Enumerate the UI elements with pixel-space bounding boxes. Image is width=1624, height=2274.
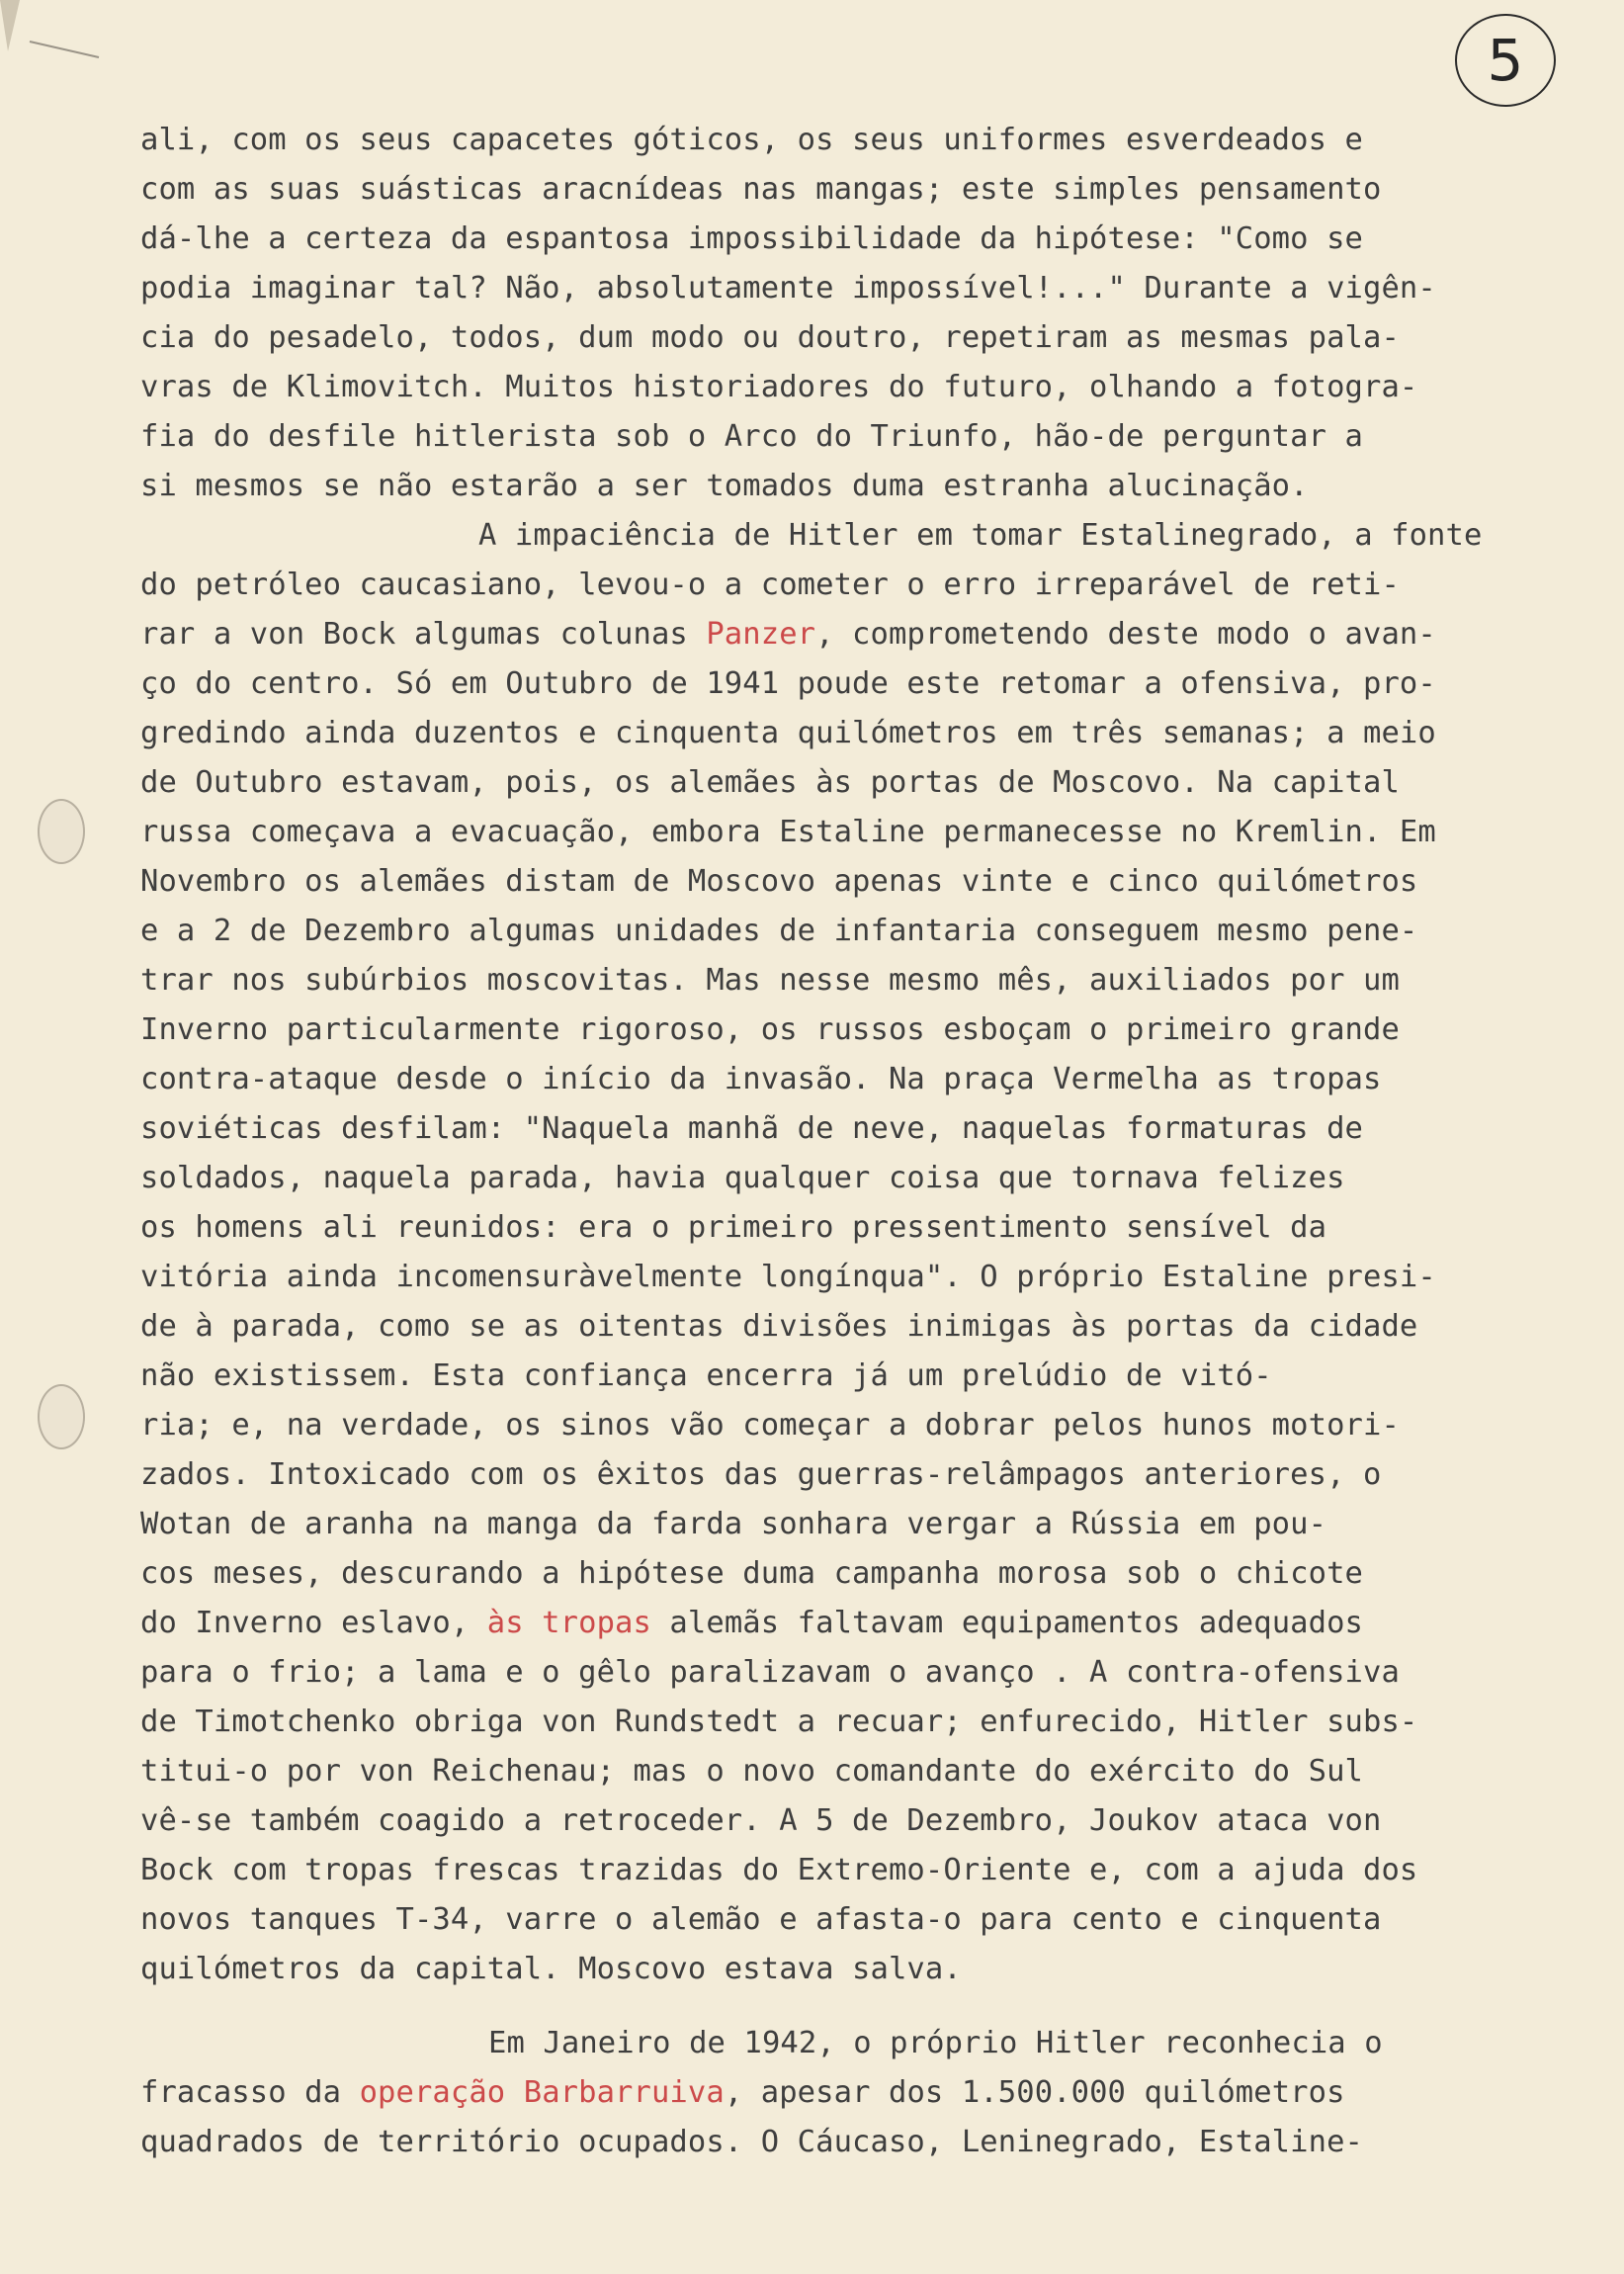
red-ink-word: Panzer (706, 617, 816, 652)
paragraph-start-line: Em Janeiro de 1942, o próprio Hitler reconhecia o (488, 2026, 1383, 2060)
text-line: para o frio; a lama e o gêlo paralizavam o avanço . A contra-ofensiva (140, 1655, 1400, 1690)
text-line: soviéticas desfilam: "Naquela manhã de neve, naquelas formaturas de (140, 1111, 1363, 1146)
text-line: russa começava a evacuação, embora Estaline permanecesse no Kremlin. Em (140, 815, 1436, 849)
corner-pen-mark (0, 0, 109, 59)
text-line: contra-ataque desde o início da invasão. Na praça Vermelha as tropas (140, 1062, 1382, 1096)
punch-hole-bottom (38, 1384, 85, 1449)
text-line: de à parada, como se as oitentas divisões inimigas às portas da cidade (140, 1309, 1418, 1344)
text-line: Bock com tropas frescas trazidas do Extremo-Oriente e, com a ajuda dos (140, 1853, 1418, 1887)
text-line: Novembro os alemães distam de Moscovo apenas vinte e cinco quilómetros (140, 864, 1418, 899)
text-line: podia imaginar tal? Não, absolutamente impossível!..." Durante a vigên- (140, 271, 1436, 306)
text-line: os homens ali reunidos: era o primeiro pressentimento sensível da (140, 1210, 1327, 1245)
text-line: do petróleo caucasiano, levou-o a cometer o erro irreparável de reti- (140, 568, 1400, 602)
punch-hole-top (38, 799, 85, 864)
text-line: com as suas suásticas aracnídeas nas mangas; este simples pensamento (140, 172, 1382, 207)
text-line: quilómetros da capital. Moscovo estava salva. (140, 1952, 962, 1986)
text-line: rar a von Bock algumas colunas Panzer, comprometendo deste modo o avan- (140, 617, 1436, 652)
text-line: Wotan de aranha na manga da farda sonhara vergar a Rússia em pou- (140, 1507, 1327, 1541)
text-line: do Inverno eslavo, às tropas alemãs faltavam equipamentos adequados (140, 1606, 1364, 1640)
text-line: novos tanques T-34, varre o alemão e afasta-o para cento e cinquenta (140, 1902, 1382, 1937)
text-line: cia do pesadelo, todos, dum modo ou doutro, repetiram as mesmas pala- (140, 320, 1400, 355)
text-line: Inverno particularmente rigoroso, os russos esboçam o primeiro grande (140, 1012, 1400, 1047)
text-line: fracasso da operação Barbarruiva, apesar dos 1.500.000 quilómetros (140, 2075, 1345, 2110)
text-line: vê-se também coagido a retroceder. A 5 de Dezembro, Joukov ataca von (140, 1803, 1382, 1838)
text-line: e a 2 de Dezembro algumas unidades de infantaria conseguem mesmo pene- (140, 914, 1418, 948)
text-line: si mesmos se não estarão a ser tomados duma estranha alucinação. (140, 469, 1309, 503)
page-number: 5 (1455, 14, 1556, 107)
text-line: vras de Klimovitch. Muitos historiadores do futuro, olhando a fotogra- (140, 370, 1418, 404)
text-line: cos meses, descurando a hipótese duma campanha morosa sob o chicote (140, 1556, 1363, 1591)
red-ink-word: às tropas (486, 1606, 651, 1640)
paragraph-start-line: A impaciência de Hitler em tomar Estalinegrado, a fonte (478, 518, 1483, 553)
text-line: não existissem. Esta confiança encerra já um prelúdio de vitó- (140, 1358, 1272, 1393)
text-line: ço do centro. Só em Outubro de 1941 poude este retomar a ofensiva, pro- (140, 666, 1436, 701)
text-line: dá-lhe a certeza da espantosa impossibilidade da hipótese: "Como se (140, 221, 1363, 256)
text-line: ria; e, na verdade, os sinos vão começar a dobrar pelos hunos motori- (140, 1408, 1400, 1443)
text-line: titui-o por von Reichenau; mas o novo comandante do exército do Sul (140, 1754, 1363, 1789)
text-line: gredindo ainda duzentos e cinquenta quilómetros em três semanas; a meio (140, 716, 1436, 750)
text-line: ali, com os seus capacetes góticos, os seus uniformes esverdeados e (140, 123, 1363, 157)
red-ink-word: operação Barbarruiva (359, 2075, 725, 2110)
text-line: de Outubro estavam, pois, os alemães às portas de Moscovo. Na capital (140, 765, 1400, 800)
text-line: zados. Intoxicado com os êxitos das guerras-relâmpagos anteriores, o (140, 1457, 1382, 1492)
text-line: soldados, naquela parada, havia qualquer coisa que tornava felizes (140, 1161, 1345, 1195)
text-line: vitória ainda incomensuràvelmente longínqua". O próprio Estaline presi- (140, 1260, 1436, 1294)
text-line: fia do desfile hitlerista sob o Arco do Triunfo, hão-de perguntar a (140, 419, 1363, 454)
text-line: trar nos subúrbios moscovitas. Mas nesse mesmo mês, auxiliados por um (140, 963, 1400, 998)
text-line: de Timotchenko obriga von Rundstedt a recuar; enfurecido, Hitler subs- (140, 1705, 1418, 1739)
text-line: quadrados de território ocupados. O Cáucaso, Leninegrado, Estaline- (140, 2125, 1363, 2159)
